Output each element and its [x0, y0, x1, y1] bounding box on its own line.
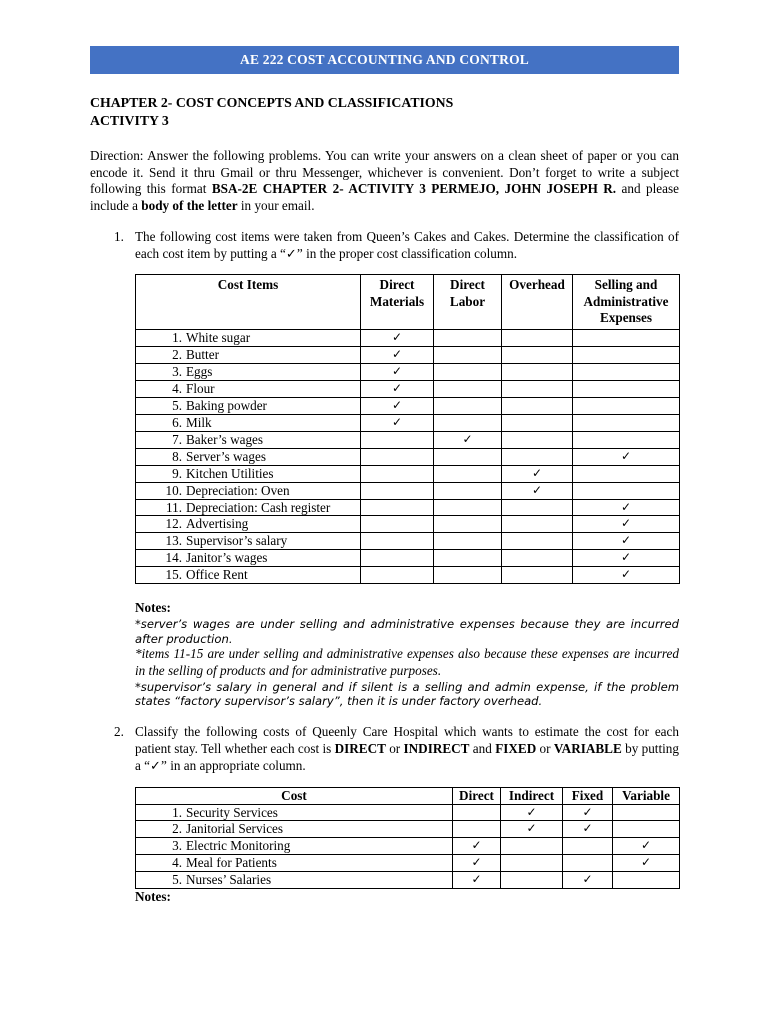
check-cell-sa [573, 465, 680, 482]
item-label: Electric Monitoring [186, 838, 291, 854]
table-row [136, 499, 680, 516]
table-row [136, 516, 680, 533]
check-cell-dl [434, 516, 502, 533]
check-cell-sa: ✓ [573, 567, 680, 584]
cost-item-cell [136, 364, 361, 381]
check-cell-oh [502, 330, 573, 347]
check-cell-f: ✓ [563, 804, 613, 821]
direction-text: Direction: Answer the following problems. You can write your answers on a clean sheet of paper or you can encode it. Send it thru Gmail or thru Messenger, whichever is convenient. Don’t forget to write a subject following this format [90, 147, 679, 197]
item-number: 1. [172, 804, 182, 820]
check-cell-dl [434, 465, 502, 482]
cost-item-cell [136, 838, 453, 855]
check-cell-oh: ✓ [502, 482, 573, 499]
item-label: Baking powder [186, 398, 267, 414]
check-cell-oh [502, 499, 573, 516]
check-cell-f: ✓ [563, 872, 613, 889]
cost-item-cell [136, 448, 361, 465]
check-cell-dm [361, 499, 434, 516]
course-banner: AE 222 COST ACCOUNTING AND CONTROL [90, 46, 679, 74]
cost-item-cell [136, 804, 453, 821]
item-number: 3. [172, 838, 182, 854]
table-row [136, 347, 680, 364]
check-cell-v: ✓ [613, 855, 680, 872]
check-cell-i [501, 838, 563, 855]
item-number: 7. [172, 431, 182, 447]
q2-indirect: INDIRECT [403, 740, 470, 756]
item-label: Nurses’ Salaries [186, 872, 272, 888]
item-label: Meal for Patients [186, 855, 277, 871]
check-cell-dm [361, 482, 434, 499]
table-row [136, 550, 680, 567]
table-header-row [136, 275, 680, 330]
chapter-heading [90, 94, 679, 130]
check-cell-d [453, 804, 501, 821]
cost-item-cell [136, 872, 453, 889]
item-label: Depreciation: Oven [186, 482, 290, 498]
item-number: 5. [172, 872, 182, 888]
notes-section [135, 600, 679, 709]
check-cell-sa [573, 381, 680, 398]
check-cell-oh [502, 567, 573, 584]
cost-item-cell [136, 330, 361, 347]
cost-item-cell [136, 821, 453, 838]
check-cell-dm: ✓ [361, 330, 434, 347]
table-row [136, 804, 680, 821]
check-cell-sa [573, 364, 680, 381]
col-direct-materials: Direct Materials [361, 275, 434, 330]
check-cell-dl [434, 448, 502, 465]
check-cell-f [563, 838, 613, 855]
check-cell-dm [361, 465, 434, 482]
col-overhead: Overhead [502, 275, 573, 330]
check-cell-sa: ✓ [573, 499, 680, 516]
table-row [136, 855, 680, 872]
q2-and: and [469, 740, 496, 756]
item-label: Security Services [186, 804, 278, 820]
check-cell-oh [502, 381, 573, 398]
check-cell-sa [573, 347, 680, 364]
table-header-row [136, 787, 680, 804]
item-number: 6. [172, 414, 182, 430]
item-number: 5. [172, 398, 182, 414]
table-row [136, 872, 680, 889]
check-cell-i [501, 855, 563, 872]
item-number: 11. [166, 499, 182, 515]
item-number: 8. [172, 448, 182, 464]
check-cell-oh: ✓ [502, 465, 573, 482]
check-cell-sa: ✓ [573, 550, 680, 567]
col-cost-items: Cost Items [136, 275, 361, 330]
table-row [136, 364, 680, 381]
item-label: Butter [186, 347, 219, 363]
check-cell-v [613, 821, 680, 838]
item-number: 4. [172, 381, 182, 397]
col-direct: Direct [453, 787, 501, 804]
table-row [136, 431, 680, 448]
check-cell-dl [434, 414, 502, 431]
col-direct-labor: Direct Labor [434, 275, 502, 330]
cost-item-cell [136, 414, 361, 431]
check-cell-dl [434, 381, 502, 398]
item-label: Supervisor’s salary [186, 533, 288, 549]
check-cell-dl [434, 499, 502, 516]
cost-item-cell [136, 550, 361, 567]
check-cell-oh [502, 414, 573, 431]
check-cell-dm [361, 550, 434, 567]
activity-title: ACTIVITY 3 [90, 112, 169, 128]
cost-item-cell [136, 499, 361, 516]
check-cell-d [453, 821, 501, 838]
item-label: Janitor’s wages [186, 550, 268, 566]
direction-text-3: in your email. [237, 198, 315, 214]
table-row [136, 482, 680, 499]
check-cell-i: ✓ [501, 821, 563, 838]
table-row [136, 381, 680, 398]
notes-heading: Notes: [135, 600, 171, 616]
cost-item-cell [136, 533, 361, 550]
check-cell-sa [573, 431, 680, 448]
q2-variable: VARIABLE [553, 740, 622, 756]
note-supervisor-salary: *supervisor’s salary in general and if silent is a selling and admin expense, if the problem states “factory supervisor’s salary”, then it is under factory overhead. [135, 679, 679, 709]
note-items-11-15: *items 11-15 are under selling and administrative expenses also because these expenses are incurred in the selling of products and for administrative purposes. [135, 646, 679, 678]
check-cell-f: ✓ [563, 821, 613, 838]
subject-format: BSA-2E CHAPTER 2- ACTIVITY 3 PERMEJO, JOHN JOSEPH R. [211, 181, 617, 197]
item-label: Eggs [186, 364, 213, 380]
q2-text-a: Classify the following costs of Queenly Care Hospital which wants to estimate the cost for each patient stay. Tell whether each cost is [135, 724, 679, 756]
item-number: 2. [172, 347, 182, 363]
cost-item-cell [136, 398, 361, 415]
col-indirect: Indirect [501, 787, 563, 804]
question-2 [90, 724, 679, 774]
body-of-letter: body of the letter [141, 198, 238, 214]
question-2-number: 2. [114, 724, 124, 740]
q2-direct: DIRECT [334, 740, 386, 756]
check-cell-dl [434, 330, 502, 347]
check-cell-dl [434, 550, 502, 567]
check-cell-d: ✓ [453, 838, 501, 855]
item-label: Depreciation: Cash register [186, 499, 331, 515]
check-cell-dl [434, 398, 502, 415]
question-1-number: 1. [114, 228, 124, 244]
check-cell-oh [502, 533, 573, 550]
check-cell-sa: ✓ [573, 516, 680, 533]
item-label: White sugar [186, 330, 251, 346]
direction-paragraph [90, 148, 679, 215]
q2-or-2: or [536, 740, 554, 756]
item-number: 12. [165, 516, 182, 532]
item-label: Flour [186, 381, 215, 397]
note-servers-wages: *server’s wages are under selling and administrative expenses because they are incurred after production. [135, 616, 679, 646]
item-label: Office Rent [186, 567, 248, 583]
check-cell-sa [573, 414, 680, 431]
check-cell-dm [361, 516, 434, 533]
table-row [136, 398, 680, 415]
check-cell-sa [573, 482, 680, 499]
check-cell-sa: ✓ [573, 448, 680, 465]
check-cell-dl [434, 533, 502, 550]
table-row [136, 838, 680, 855]
check-cell-dl [434, 482, 502, 499]
cost-item-cell [136, 465, 361, 482]
q2-or-1: or [385, 740, 404, 756]
check-cell-i [501, 872, 563, 889]
check-cell-dl [434, 364, 502, 381]
check-cell-dm [361, 431, 434, 448]
check-cell-dm [361, 533, 434, 550]
check-cell-i: ✓ [501, 804, 563, 821]
check-cell-dl [434, 347, 502, 364]
check-cell-dl: ✓ [434, 431, 502, 448]
check-cell-dm: ✓ [361, 364, 434, 381]
check-cell-v: ✓ [613, 838, 680, 855]
check-cell-oh [502, 431, 573, 448]
item-number: 15. [165, 567, 182, 583]
document-page [90, 46, 679, 906]
question-2-text [135, 724, 679, 774]
item-number: 3. [172, 364, 182, 380]
cost-item-cell [136, 381, 361, 398]
item-label: Baker’s wages [186, 431, 264, 447]
check-cell-sa [573, 398, 680, 415]
check-cell-dm [361, 448, 434, 465]
direction-text-2: and please include a [90, 181, 679, 214]
question-1-text: The following cost items were taken from Queen’s Cakes and Cakes. Determine the classification of each cost item by putting a “✓” in the proper cost classification column. [135, 228, 679, 261]
check-cell-dl [434, 567, 502, 584]
notes-2-heading: Notes: [135, 889, 171, 905]
cost-item-cell [136, 855, 453, 872]
item-number: 10. [165, 482, 182, 498]
check-cell-d: ✓ [453, 872, 501, 889]
col-selling-admin: Selling and Administrative Expenses [573, 275, 680, 330]
check-cell-dm: ✓ [361, 381, 434, 398]
cost-item-cell [136, 431, 361, 448]
q2-text-b: by putting a “✓” in an appropriate column. [135, 740, 679, 773]
check-cell-oh [502, 347, 573, 364]
question-1 [90, 229, 679, 263]
check-cell-dm: ✓ [361, 398, 434, 415]
check-cell-oh [502, 516, 573, 533]
item-label: Advertising [186, 516, 249, 532]
item-number: 1. [172, 330, 182, 346]
table-row [136, 414, 680, 431]
check-cell-f [563, 855, 613, 872]
col-fixed: Fixed [563, 787, 613, 804]
cost-item-cell [136, 567, 361, 584]
item-label: Server’s wages [186, 448, 266, 464]
check-cell-v [613, 804, 680, 821]
cost-item-cell [136, 516, 361, 533]
col-cost: Cost [136, 787, 453, 804]
cost-classification-table [135, 274, 680, 584]
hospital-cost-table [135, 787, 680, 890]
item-number: 14. [165, 550, 182, 566]
check-cell-sa: ✓ [573, 533, 680, 550]
item-number: 9. [172, 465, 182, 481]
check-cell-oh [502, 398, 573, 415]
check-cell-oh [502, 448, 573, 465]
check-cell-dm: ✓ [361, 347, 434, 364]
table-row [136, 448, 680, 465]
table-row [136, 330, 680, 347]
check-cell-dm [361, 567, 434, 584]
table-row [136, 821, 680, 838]
q2-fixed: FIXED [495, 740, 537, 756]
col-variable: Variable [613, 787, 680, 804]
cost-item-cell [136, 347, 361, 364]
check-cell-dm: ✓ [361, 414, 434, 431]
item-label: Milk [186, 414, 212, 430]
table-row [136, 465, 680, 482]
item-label: Kitchen Utilities [186, 465, 274, 481]
item-number: 4. [172, 855, 182, 871]
item-number: 2. [172, 821, 182, 837]
check-cell-oh [502, 550, 573, 567]
chapter-title: CHAPTER 2- COST CONCEPTS AND CLASSIFICATIONS [90, 95, 454, 110]
table-row [136, 533, 680, 550]
cost-item-cell [136, 482, 361, 499]
check-cell-v [613, 872, 680, 889]
item-label: Janitorial Services [186, 821, 284, 837]
item-number: 13. [165, 533, 182, 549]
check-cell-oh [502, 364, 573, 381]
check-cell-sa [573, 330, 680, 347]
table-row [136, 567, 680, 584]
check-cell-d: ✓ [453, 855, 501, 872]
